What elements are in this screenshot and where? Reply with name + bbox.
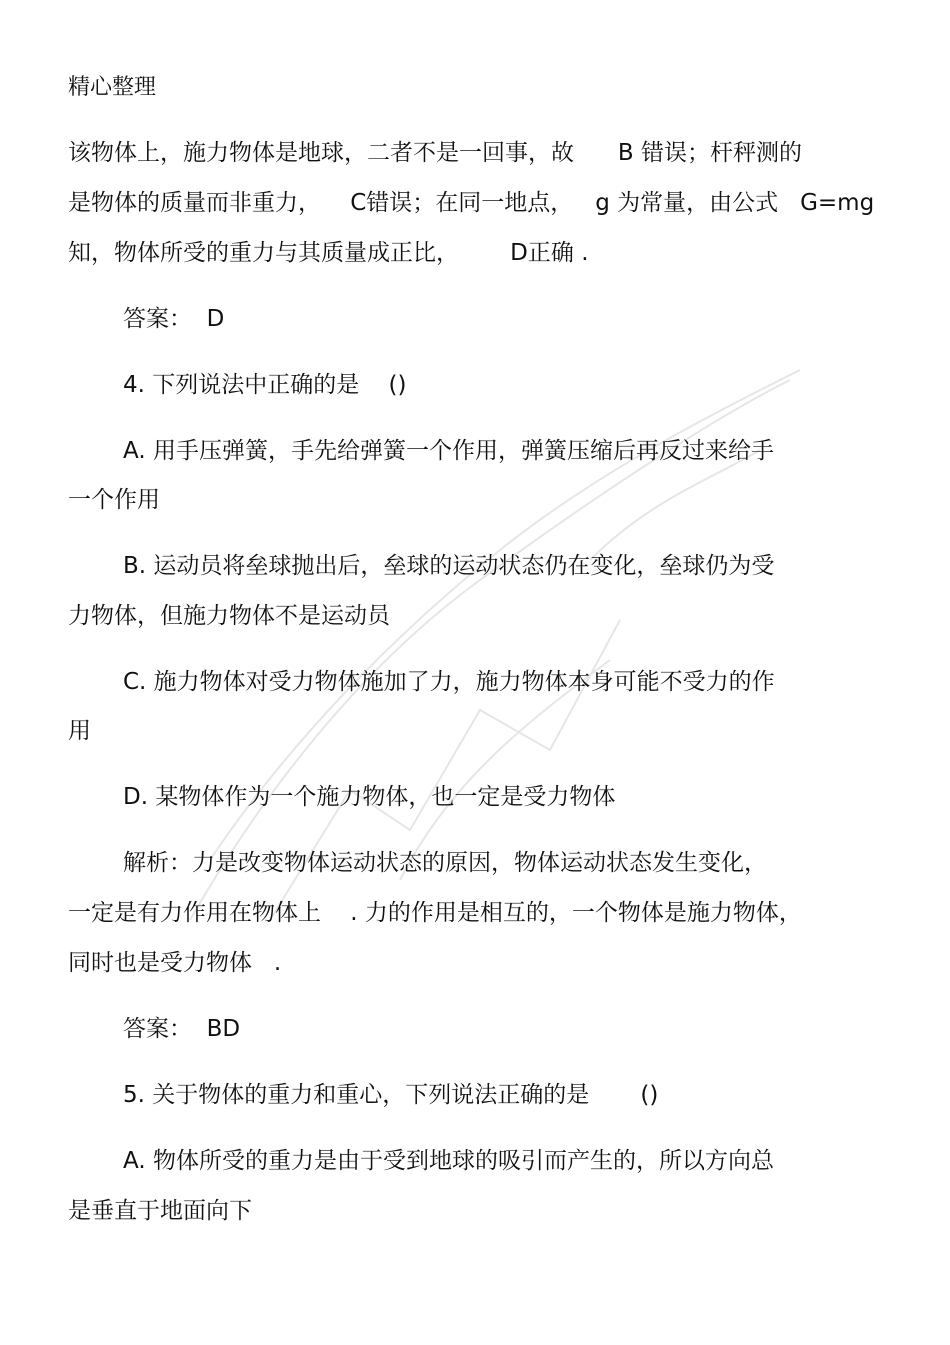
answer-line: 答案： D bbox=[123, 306, 225, 332]
option-b: B. 运动员将垒球抛出后，垒球的运动状态仍在变化，垒球仍为受 bbox=[123, 553, 775, 579]
option-c: C. 施力物体对受力物体施加了力，施力物体本身可能不受力的作 bbox=[123, 669, 775, 695]
option-a: A. 用手压弹簧，手先给弹簧一个作用，弹簧压缩后再反过来给手 bbox=[123, 438, 774, 464]
option-a-continued: 是垂直于地面向下 bbox=[68, 1198, 252, 1224]
option-a-continued: 一个作用 bbox=[68, 487, 160, 513]
paragraph-line: 知，物体所受的重力与其质量成正比， D正确 . bbox=[68, 240, 589, 266]
paragraph-line: 是物体的质量而非重力， C错误；在同一地点， g 为常量，由公式 G=mg bbox=[68, 190, 875, 216]
analysis-line: 同时也是受力物体 . bbox=[68, 950, 282, 976]
option-b-continued: 力物体，但施力物体不是运动员 bbox=[68, 603, 390, 629]
option-a: A. 物体所受的重力是由于受到地球的吸引而产生的，所以方向总 bbox=[123, 1148, 774, 1174]
answer-line: 答案： BD bbox=[123, 1016, 241, 1042]
page-header: 精心整理 bbox=[68, 75, 157, 100]
question-title: 4. 下列说法中正确的是 () bbox=[123, 372, 407, 398]
option-c-continued: 用 bbox=[68, 718, 91, 744]
question-title: 5. 关于物体的重力和重心，下列说法正确的是 () bbox=[123, 1082, 659, 1108]
option-d: D. 某物体作为一个施力物体，也一定是受力物体 bbox=[123, 784, 616, 810]
analysis-line: 一定是有力作用在物体上 . 力的作用是相互的，一个物体是施力物体， bbox=[68, 900, 802, 926]
analysis-line: 解析：力是改变物体运动状态的原因，物体运动状态发生变化， bbox=[123, 850, 767, 876]
paragraph-line: 该物体上，施力物体是地球，二者不是一回事，故 B 错误；杆秤测的 bbox=[68, 140, 802, 166]
